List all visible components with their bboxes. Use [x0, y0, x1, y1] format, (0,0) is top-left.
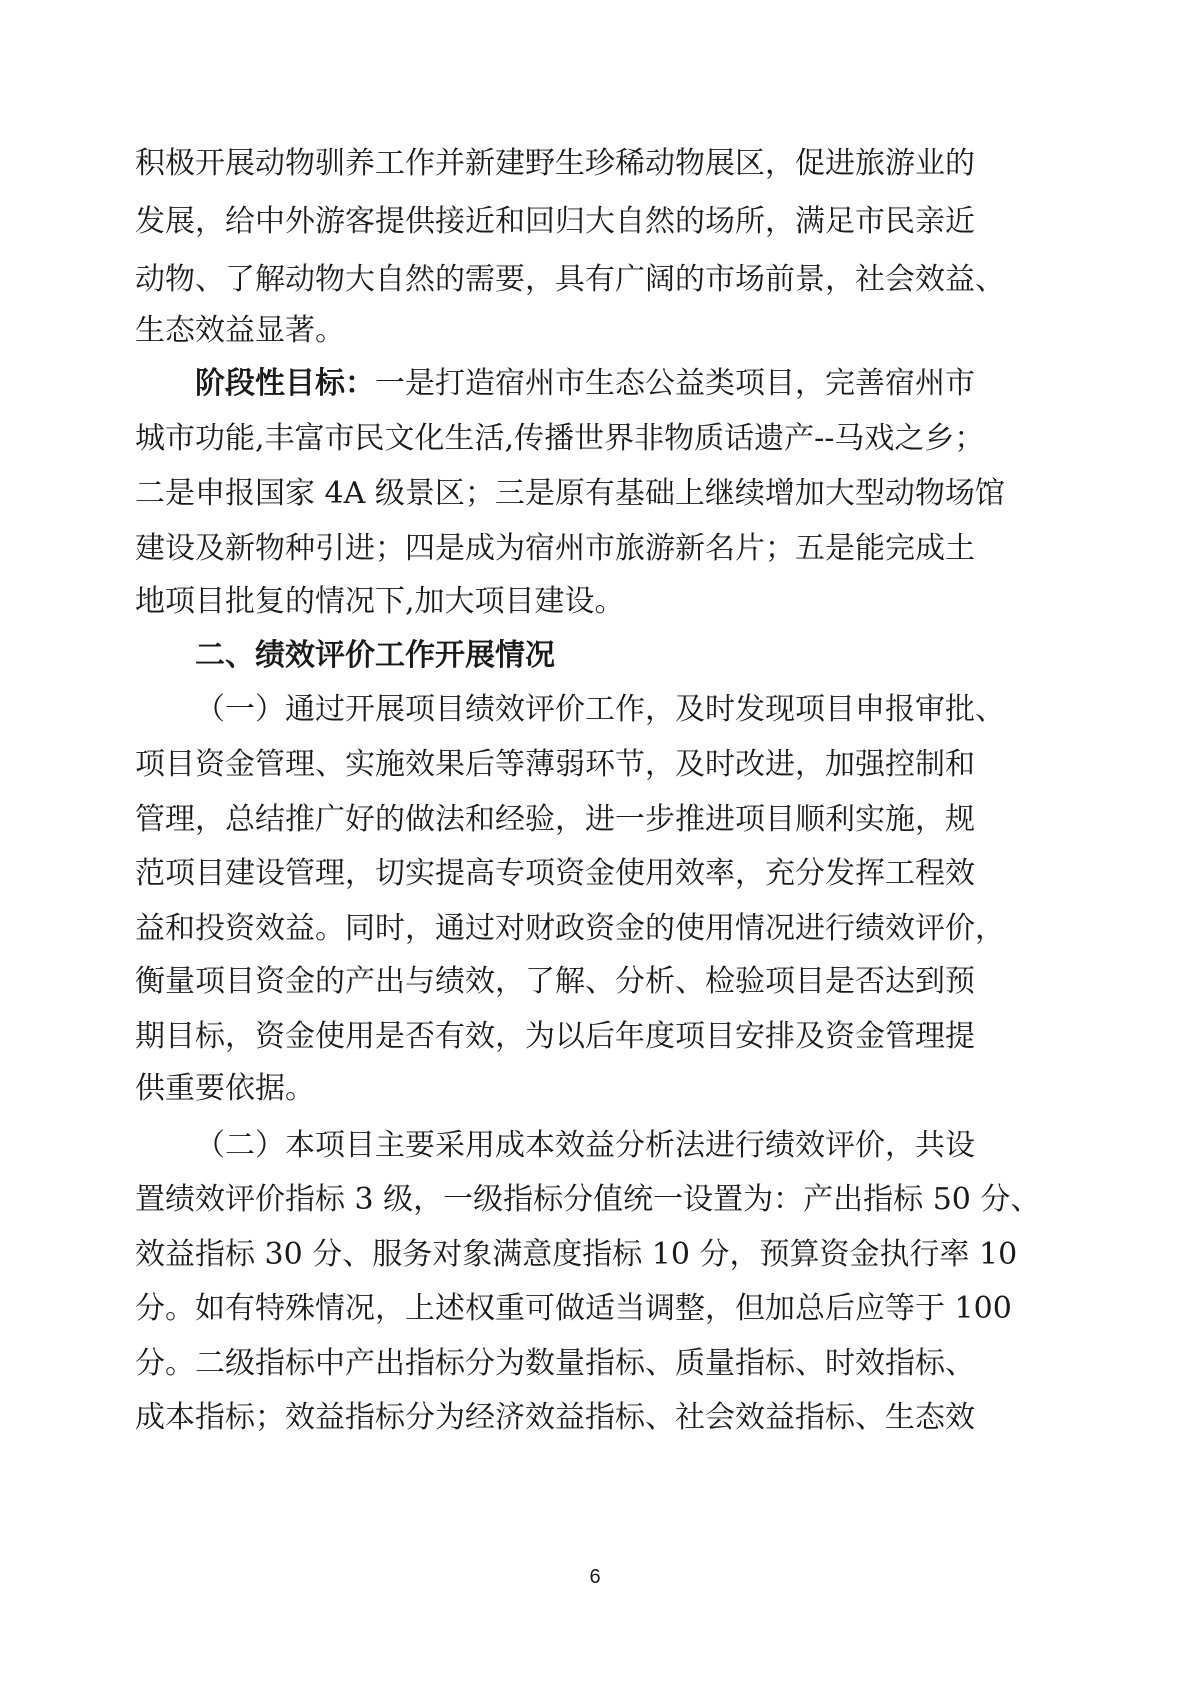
text-line: [0, 302, 1190, 360]
text-line-content: 置绩效评价指标 3 级，一级指标分值统一设置为：产出指标 50 分、: [135, 1182, 1041, 1217]
text-line-content: 期目标，资金使用是否有效，为以后年度项目安排及资金管理提: [135, 1019, 975, 1054]
text-line: [0, 1389, 1190, 1447]
text-line-content: 项目资金管理、实施效果后等薄弱环节，及时改进，加强控制和: [135, 747, 975, 782]
text-line-content: （一）通过开展项目绩效评价工作，及时发现项目申报审批、: [195, 692, 1005, 727]
text-line: [0, 410, 1190, 468]
text-line-content: 地项目批复的情况下,加大项目建设。: [135, 584, 625, 619]
text-line-content: 建设及新物种引进；四是成为宿州市旅游新名片；五是能完成土: [135, 531, 975, 566]
text-line: [0, 573, 1190, 631]
text-line: [0, 355, 1190, 413]
text-line-content: 成本指标；效益指标分为经济效益指标、社会效益指标、生态效: [135, 1400, 975, 1435]
text-line-content: 分。如有特殊情况，上述权重可做适当调整，但加总后应等于 100: [135, 1291, 1012, 1326]
text-line: [0, 736, 1190, 794]
text-line-content: （二）本项目主要采用成本效益分析法进行绩效评价，共设: [195, 1128, 975, 1163]
text-line-content: 益和投资效益。同时，通过对财政资金的使用情况进行绩效评价，: [135, 911, 1005, 946]
text-line-content: 管理，总结推广好的做法和经验，进一步推进项目顺利实施，规: [135, 802, 975, 837]
text-line: [0, 465, 1190, 523]
text-line: [0, 1226, 1190, 1284]
text-line: [0, 520, 1190, 578]
text-line: [0, 251, 1190, 309]
section-heading: [0, 627, 1190, 685]
text-line-content: 效益指标 30 分、服务对象满意度指标 10 分，预算资金执行率 10: [135, 1237, 1018, 1272]
text-line: [0, 135, 1190, 193]
text-line-content: 分。二级指标中产出指标分为数量指标、质量指标、时效指标、: [135, 1346, 975, 1381]
text-line-content: 动物、了解动物大自然的需要，具有广阔的市场前景，社会效益、: [135, 262, 1005, 297]
stage-goals-label: 阶段性目标：: [195, 366, 375, 401]
text-line: [0, 1060, 1190, 1118]
text-line: [0, 1335, 1190, 1393]
text-line: [0, 953, 1190, 1011]
text-line: [0, 845, 1190, 903]
text-line-content: 一是打造宿州市生态公益类项目，完善宿州市: [375, 366, 975, 401]
text-line: [0, 193, 1190, 251]
text-line-content: 积极开展动物驯养工作并新建野生珍稀动物展区，促进旅游业的: [135, 146, 975, 181]
text-line: [0, 900, 1190, 958]
text-line-content: 发展，给中外游客提供接近和回归大自然的场所，满足市民亲近: [135, 204, 975, 239]
text-line: [0, 1117, 1190, 1175]
text-line: [0, 1008, 1190, 1066]
text-line-content: 供重要依据。: [135, 1071, 315, 1106]
text-line: [0, 1280, 1190, 1338]
text-line: [0, 681, 1190, 739]
page-number: 6: [589, 1566, 601, 1588]
text-line-content: 衡量项目资金的产出与绩效，了解、分析、检验项目是否达到预: [135, 964, 975, 999]
section-heading-text: 二、绩效评价工作开展情况: [195, 638, 555, 673]
text-line: [0, 791, 1190, 849]
text-line-content: 城市功能,丰富市民文化生活,传播世界非物质话遗产--马戏之乡；: [135, 421, 985, 456]
text-line: [0, 1171, 1190, 1229]
text-line-content: 二是申报国家 4A 级景区；三是原有基础上继续增加大型动物场馆: [135, 476, 1005, 511]
text-line-content: 范项目建设管理，切实提高专项资金使用效率，充分发挥工程效: [135, 856, 975, 891]
text-line-content: 生态效益显著。: [135, 313, 345, 348]
